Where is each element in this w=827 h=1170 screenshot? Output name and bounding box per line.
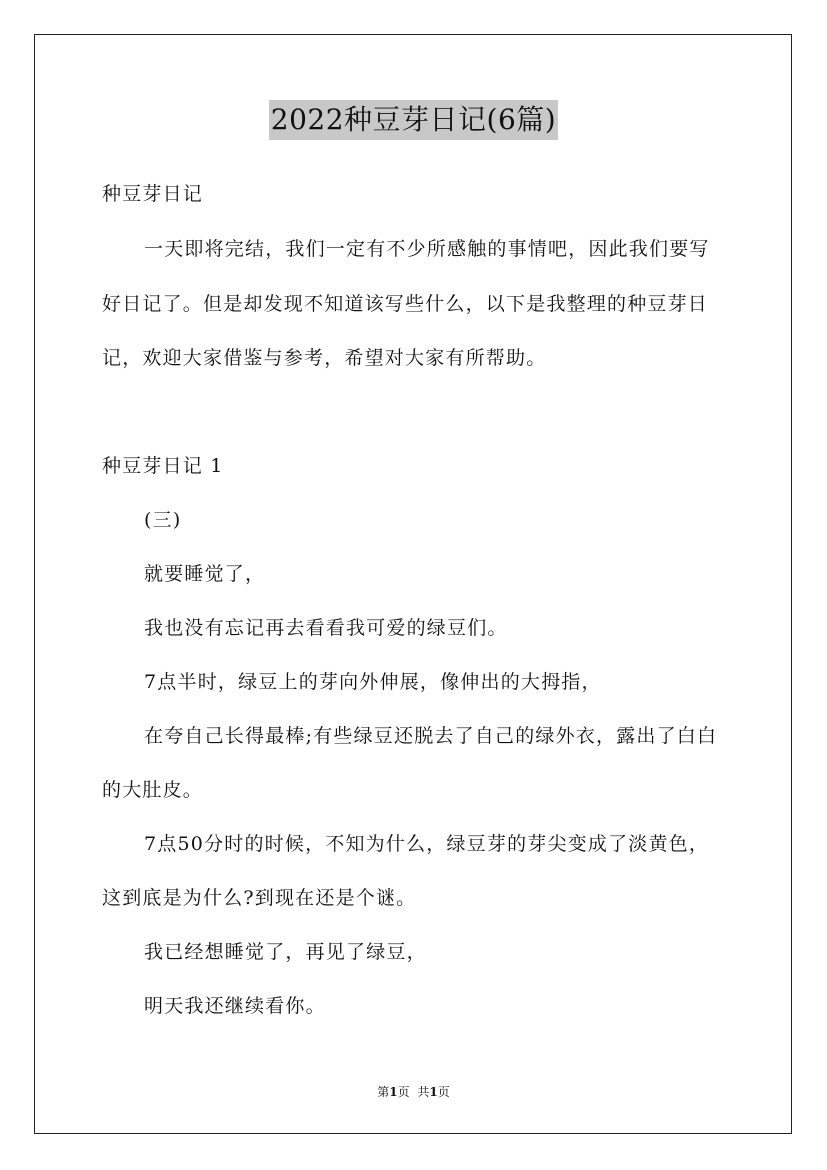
body-line: 7点50分时的时候，不知为什么，绿豆芽的芽尖变成了淡黄色， xyxy=(144,833,710,855)
body-line: 7点半时，绿豆上的芽向外伸展，像伸出的大拇指， xyxy=(144,671,602,693)
title-container xyxy=(0,100,827,140)
document-title: 2022种豆芽日记(6篇) xyxy=(269,100,558,140)
page-current: 1 xyxy=(389,1085,398,1099)
intro-line: 一天即将完结，我们一定有不少所感触的事情吧，因此我们要写 xyxy=(144,238,710,260)
page-label-mid: 页 xyxy=(397,1085,410,1099)
body-line: 明天我还继续看你。 xyxy=(144,995,326,1017)
body-line: 的大肚皮。 xyxy=(102,779,204,801)
body-line: (三) xyxy=(144,509,182,531)
page-label-prefix: 第 xyxy=(377,1085,390,1099)
section-heading: 种豆芽日记 1 xyxy=(102,455,224,477)
total-label-suffix: 页 xyxy=(437,1085,450,1099)
page-total: 1 xyxy=(429,1085,438,1099)
total-label-prefix: 共 xyxy=(417,1085,430,1099)
intro-line: 记，欢迎大家借鉴与参考，希望对大家有所帮助。 xyxy=(102,347,547,369)
intro-line: 好日记了。但是却发现不知道该写些什么，以下是我整理的种豆芽日 xyxy=(102,293,709,315)
body-line: 这到底是为什么?到现在还是个谜。 xyxy=(102,887,417,909)
intro-heading: 种豆芽日记 xyxy=(102,183,204,205)
body-line: 我也没有忘记再去看看我可爱的绿豆们。 xyxy=(144,617,508,639)
body-line: 就要睡觉了， xyxy=(144,563,266,585)
body-line: 在夸自己长得最棒;有些绿豆还脱去了自己的绿外衣，露出了白白 xyxy=(144,725,718,747)
page-footer xyxy=(0,1084,827,1100)
body-line: 我已经想睡觉了，再见了绿豆， xyxy=(144,941,427,963)
